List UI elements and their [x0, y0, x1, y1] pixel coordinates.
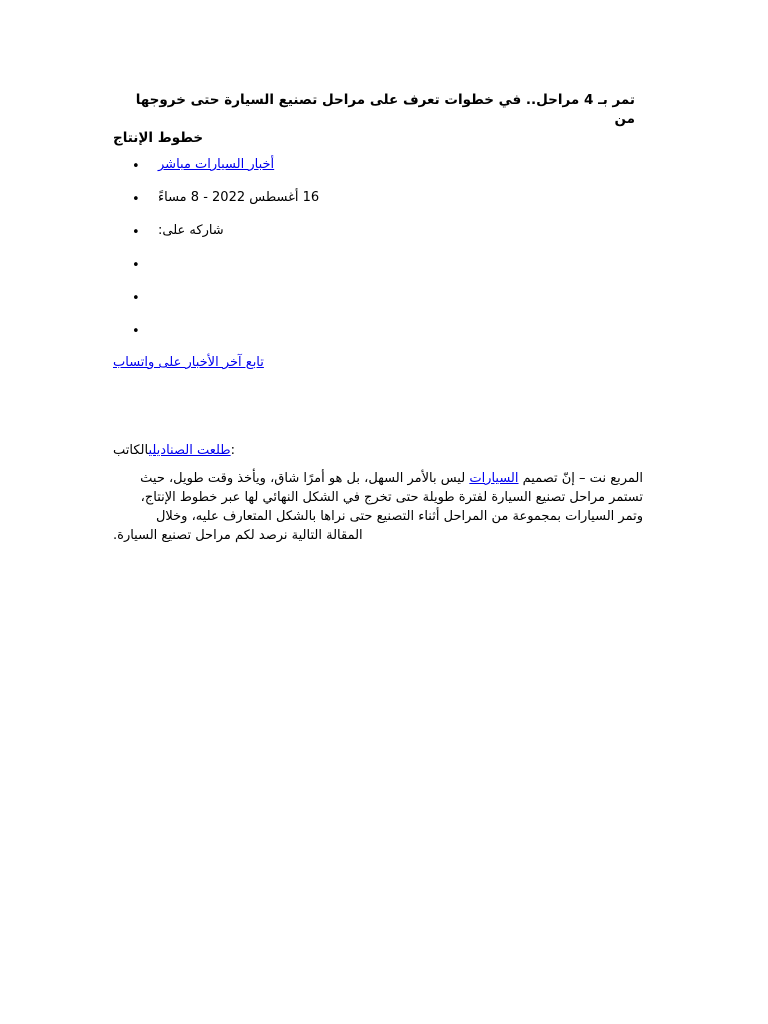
bullet-icon: •: [132, 225, 140, 240]
bullet-icon: •: [132, 192, 140, 207]
bullet-icon: •: [132, 324, 140, 339]
body-line-1: المربع نت – إنّ تصميم السيارات ليس بالأمر السهل، بل هو أمرًا شاق، ويأخذ وقت طويل، حيث: [140, 471, 643, 486]
body-line-3: وتمر السيارات بمجموعة من المراحل أثناء التصنيع حتى نراها بالشكل المتعارف عليه، وخلال: [155, 509, 643, 524]
cars-link[interactable]: السيارات: [469, 471, 519, 486]
follow-whatsapp-link[interactable]: تابع آخر الأخبار على واتساب: [113, 355, 264, 370]
article-body: [113, 469, 643, 545]
article-meta-list: [113, 156, 643, 354]
publish-date: 16 أغسطس 2022 - 8 مساءً: [158, 190, 320, 205]
author-line: [113, 442, 643, 460]
list-item: [113, 222, 643, 255]
article-title: [113, 91, 643, 148]
bullet-icon: •: [132, 291, 140, 306]
list-item: [113, 189, 643, 222]
list-item: [113, 288, 643, 321]
follow-whatsapp-row: [113, 354, 643, 372]
bullet-icon: •: [132, 258, 140, 273]
list-item: [113, 255, 643, 288]
article-title-line2: خطوط الإنتاج: [113, 130, 204, 146]
body-line-2: تستمر مراحل تصنيع السيارة لفترة طويلة حتى تخرج في الشكل النهائي لها عبر خطوط الإنتاج،: [140, 490, 643, 505]
bullet-icon: •: [132, 159, 140, 174]
article-title-line1: تمر بـ 4 مراحل.. في خطوات تعرف على مراحل تصنيع السيارة حتى خروجها من: [135, 92, 635, 127]
list-item: [113, 156, 643, 189]
share-label: شاركه على:: [158, 223, 224, 238]
category-link[interactable]: أخبار السيارات مباشر: [158, 157, 275, 172]
body-line-4: المقالة التالية نرصد لكم مراحل تصنيع السيارة.: [113, 528, 363, 543]
list-item: [113, 321, 643, 354]
article-content: [113, 91, 643, 545]
author-label: الكاتب:: [113, 443, 236, 458]
author-name-link[interactable]: طلعت الصناديلي: [148, 443, 231, 458]
